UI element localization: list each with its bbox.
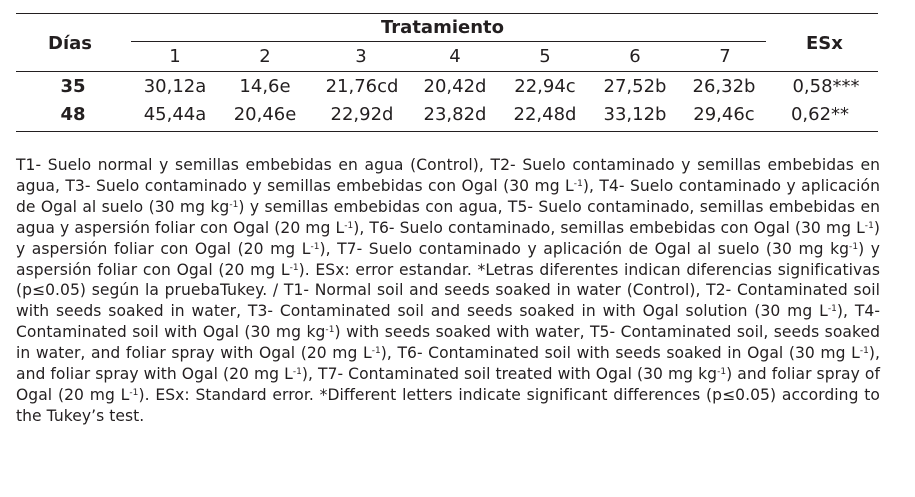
table-cell: 45,44a <box>143 104 207 125</box>
column-header-7: 7 <box>719 46 731 67</box>
table-cell: 22,94c <box>514 76 576 97</box>
table-cell: 20,46e <box>233 104 297 125</box>
table-cell: 22,48d <box>513 104 577 125</box>
table-cell: 14,6e <box>239 76 291 97</box>
table-cell-esx: 0,58*** <box>792 76 860 97</box>
table-cell: 27,52b <box>603 76 667 97</box>
table-cell: 30,12a <box>143 76 207 97</box>
table-cell: 21,76cd <box>325 76 399 97</box>
table-cell: 26,32b <box>692 76 756 97</box>
table-bottom-rule <box>16 131 878 132</box>
column-header-4: 4 <box>449 46 461 67</box>
table-cell: 20,42d <box>423 76 487 97</box>
table-cell: 29,46c <box>693 104 755 125</box>
row-label-48: 48 <box>60 104 86 125</box>
column-header-1: 1 <box>169 46 181 67</box>
table-cell: 22,92d <box>330 104 394 125</box>
column-header-2: 2 <box>259 46 271 67</box>
header-tratamiento: Tratamiento <box>381 17 504 38</box>
row-label-35: 35 <box>60 76 86 97</box>
header-esx: ESx <box>806 33 843 54</box>
header-dias: Días <box>48 33 92 54</box>
tratamiento-underline <box>131 41 766 42</box>
table-header-rule <box>16 71 878 72</box>
table-cell: 23,82d <box>423 104 487 125</box>
column-header-6: 6 <box>629 46 641 67</box>
table-top-rule <box>16 13 878 14</box>
table-cell: 33,12b <box>603 104 667 125</box>
table-cell-esx: 0,62** <box>790 104 850 125</box>
column-header-5: 5 <box>539 46 551 67</box>
column-header-3: 3 <box>355 46 367 67</box>
table-footnote: T1- Suelo normal y semillas embebidas en agua (Control), T2- Suelo contaminado y semillas embebidas en agua, T3- Suelo contaminado y semillas embebidas con Ogal (30 mg $L^{-1}$), T4- Suelo contaminado y aplicación de Ogal al suelo (30 mg $kg^{-1}$) y semillas embebidas con agua, T5- Suelo contaminado, semillas embebidas en agua y aspersión foliar con Ogal (20 mg $L^{-1}$), T6- Suelo contaminado, semillas embebidas con Ogal (30 mg $L^{-1}$) y aspersión foliar con Ogal (20 mg $L^{-1}$), T7- Suelo contaminado y aplicación de Ogal al suelo (30 mg $kg^{-1}$) y aspersión foliar con Ogal (20 mg $L^{-1}$). ESx: error estandar. *Letras diferentes indican diferencias significativas (p≤0.05) según la pruebaTukey. / T1- Normal soil and seeds soaked in water (Control), T2- Contaminated soil with seeds soaked in water, T3- Contaminated soil and seeds soaked in with Ogal solution (30 mg $L^{-1}$), T4- Contaminated soil with Ogal (30 mg $kg^{-1}$) with seeds soaked with water, T5- Contaminated soil, seeds soaked in water, and foliar spray with Ogal (20 mg $L^{-1}$), T6- Contaminated soil with seeds soaked in Ogal (30 mg $L^{-1}$), and foliar spray with Ogal (20 mg $L^{-1}$), T7- Contaminated soil treated with Ogal (30 mg $kg^{-1}$) and foliar spray of Ogal (20 mg $L^{-1}$). ESx: Standard error. *Different letters indicate significant differences (p≤0.05) according to the Tukey’s test. <box>16 156 881 425</box>
